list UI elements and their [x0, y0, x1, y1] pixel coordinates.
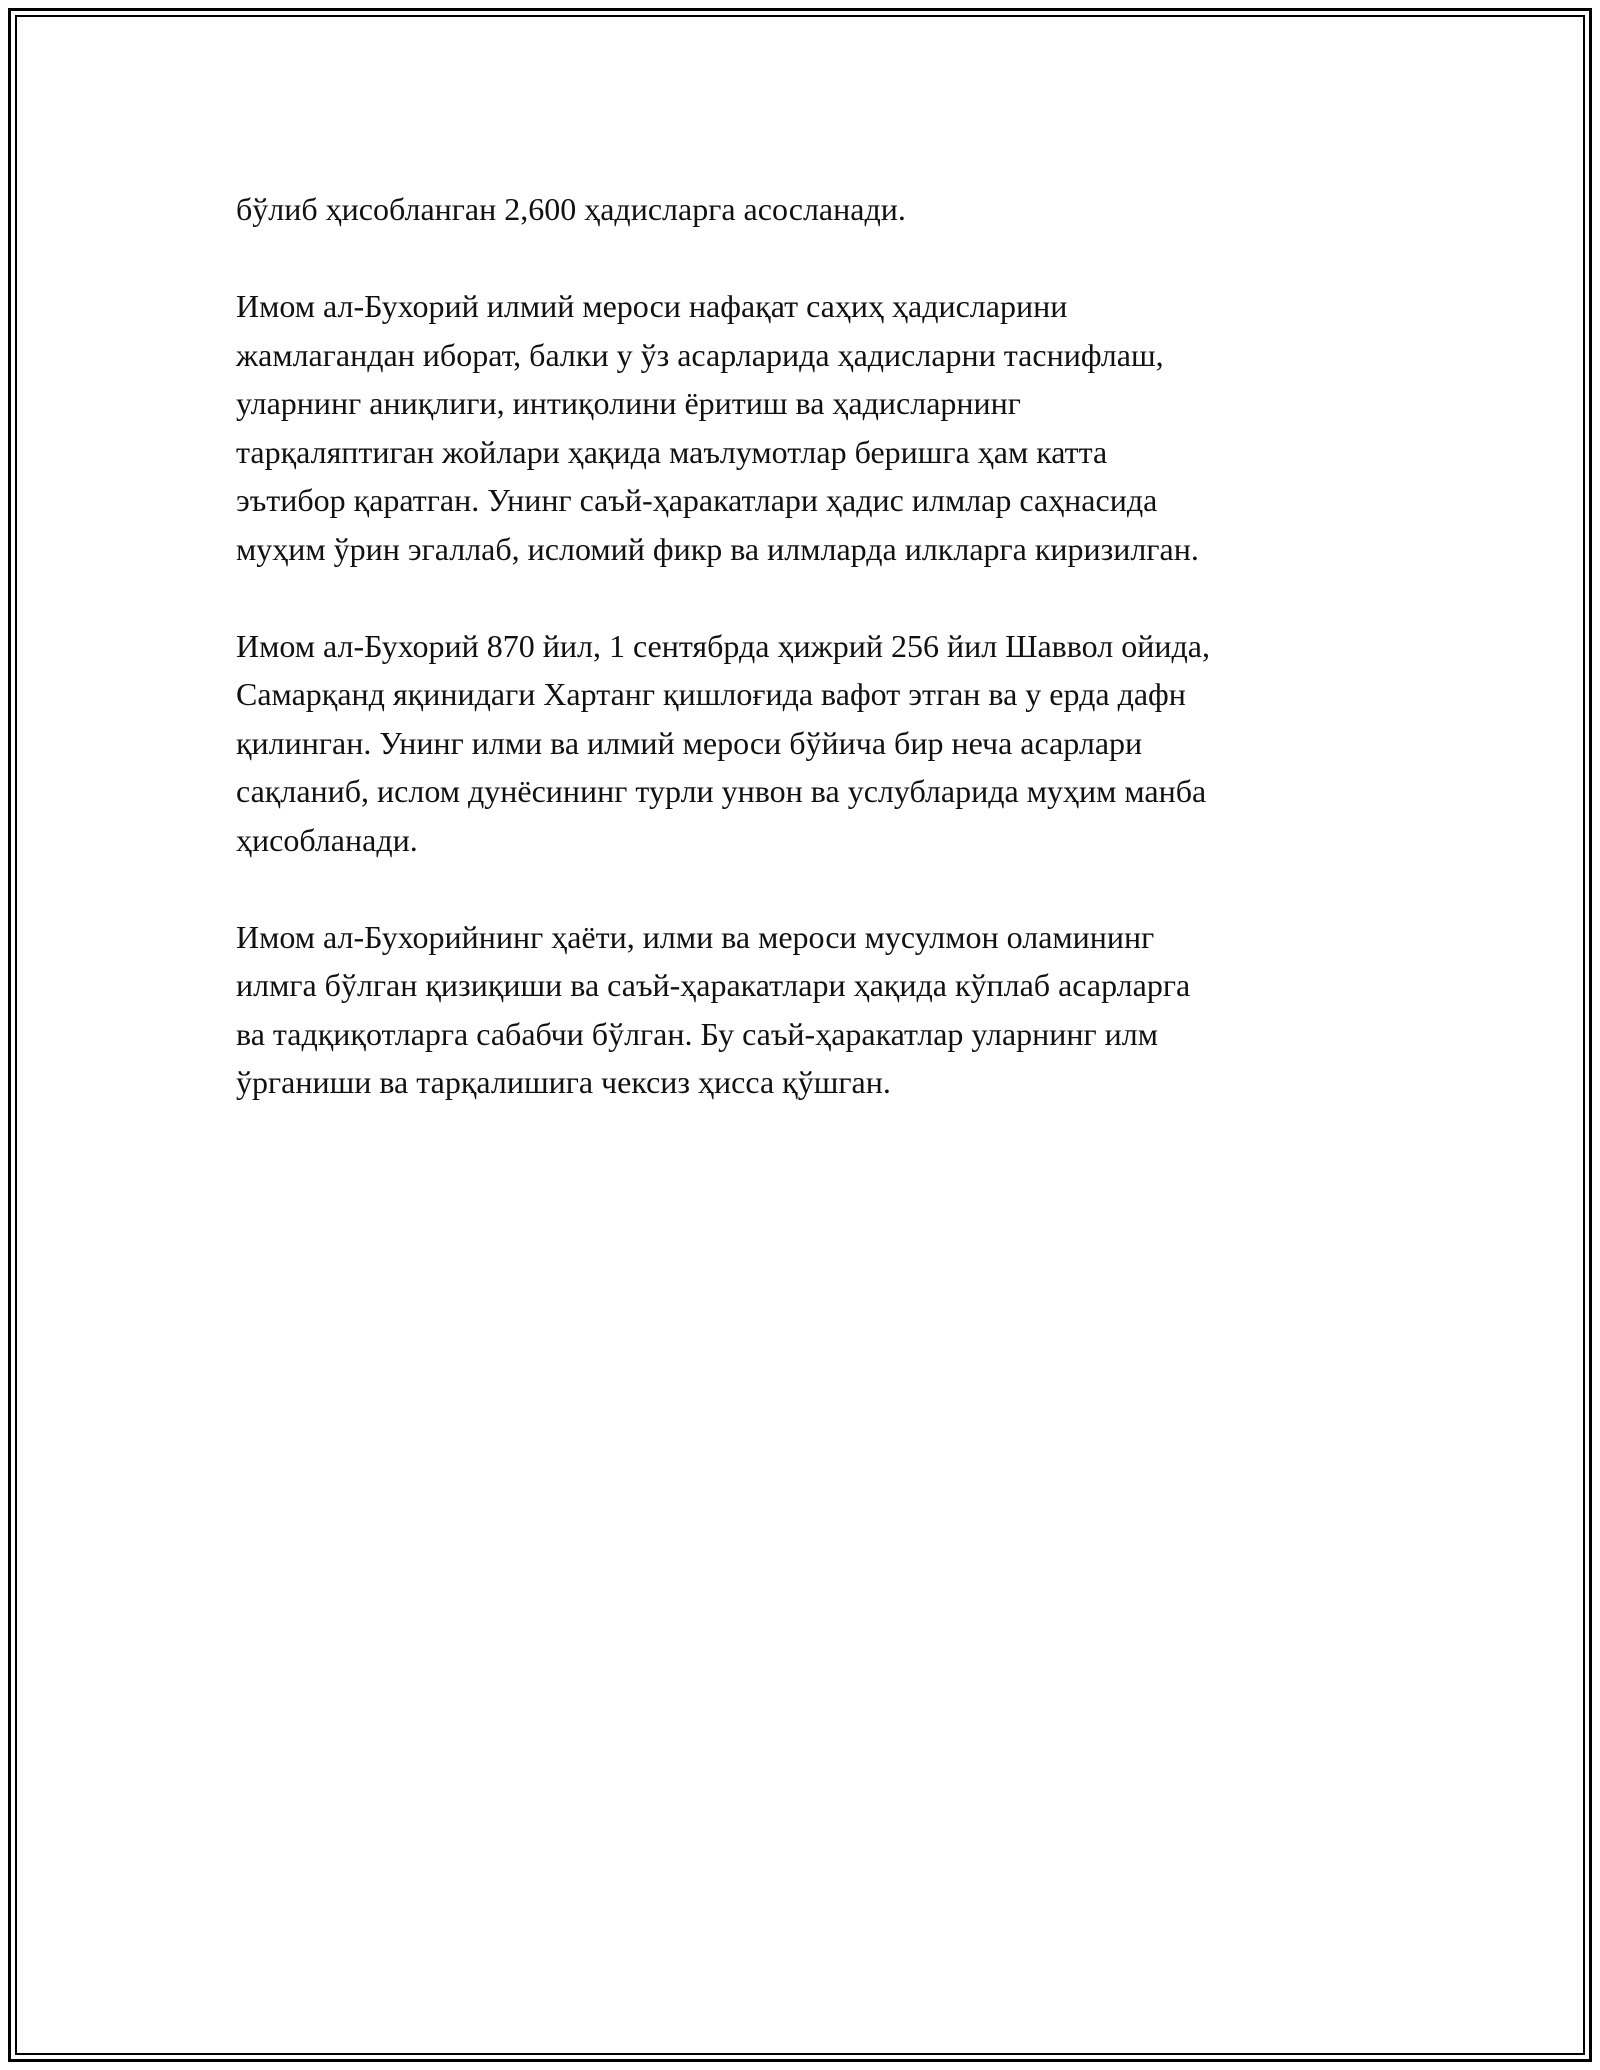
paragraph-3: Имом ал-Бухорий 870 йил, 1 сентябрда ҳижрий 256 йил Шаввол ойида, Самарқанд яқинидаги Хартанг қишлоғида вафот этган ва у ерда дафн қилинган. Унинг илми ва илмий мероси бўйича бир неча асарлари сақланиб, ислом дунёсининг турли унвон ва услубларида муҳим манба ҳисобланади.: [236, 627, 1210, 858]
paragraph-2: Имом ал-Бухорий илмий мероси нафақат саҳиҳ ҳадисларини жамлагандан иборат, балки у ўз асарларида ҳадисларни таснифлаш, уларнинг аниқлиги, интиқолини ёритиш ва ҳадисларнинг тарқаляптиган жойлари ҳақида маълумотлар беришга ҳам катта эътибор қаратган. Унинг саъй-ҳаракатлари ҳадис илмлар саҳнасида муҳим ўрин эгаллаб, исломий фикр ва илмларда илкларга киризилган.: [236, 288, 1199, 567]
paragraph-1: бўлиб ҳисобланган 2,600 ҳадисларга асосланади.: [236, 191, 906, 227]
document-body: [236, 185, 1406, 1155]
paragraph-4: Имом ал-Бухорийнинг ҳаёти, илми ва мероси мусулмон оламининг илмга бўлган қизиқиши ва саъй-ҳаракатлари ҳақида кўплаб асарларга ва тадқиқотларга сабабчи бўлган. Бу саъй-ҳаракатлар уларнинг илм ўрганиши ва тарқалишига чексиз ҳисса қўшган.: [236, 918, 1191, 1100]
